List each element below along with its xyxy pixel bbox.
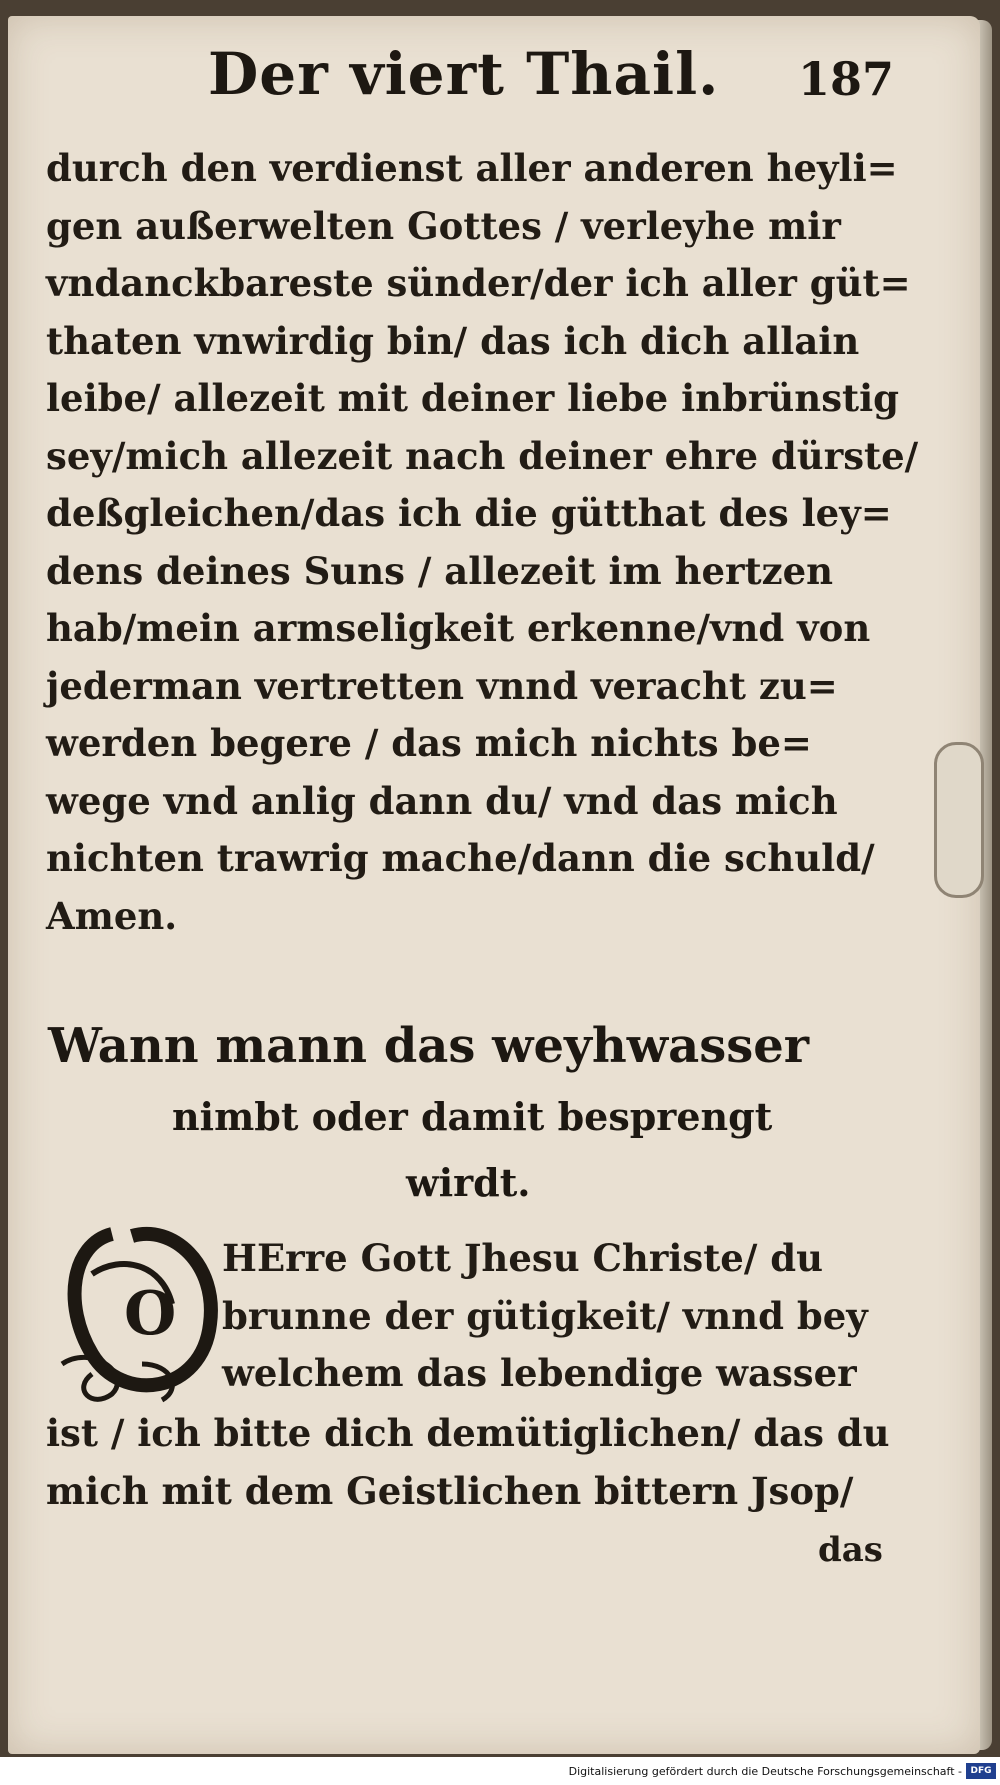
text-line: mich mit dem Geistlichen bittern Jsop/ — [46, 1468, 854, 1513]
text-line: hab/mein armseligkeit erkenne/vnd von — [46, 606, 871, 650]
text-line: sey/mich allezeit nach deiner ehre dürste/ — [46, 433, 919, 478]
initial-letter: O — [124, 1279, 177, 1349]
text-line: brunne der gütigkeit/ vnnd bey — [222, 1293, 868, 1338]
running-title: Der viert Thail. — [208, 40, 720, 108]
prayer-full-text — [46, 1405, 906, 1520]
text-line: ist / ich bitte dich demütiglichen/ das du — [46, 1411, 890, 1455]
text-line: durch den verdienst aller anderen heyli= — [46, 146, 898, 190]
text-line: leibe/ allezeit mit deiner liebe inbrünstig — [46, 376, 900, 420]
text-line: Amen. — [46, 893, 178, 938]
body-text — [46, 140, 919, 945]
section-heading-line-1: Wann mann das weyhwasser — [48, 1018, 810, 1074]
page-number: 187 — [798, 52, 895, 106]
text-line: welchem das lebendige wasser — [222, 1351, 857, 1395]
text-line: HErre Gott Jhesu Christe/ du — [222, 1236, 823, 1280]
catchword: das — [818, 1530, 883, 1570]
footer-bar — [0, 1757, 1000, 1785]
dfg-logo: DFG — [966, 1763, 996, 1779]
text-line: nichten trawrig mache/dann die schuld/ — [46, 836, 875, 880]
text-line: deßgleichen/das ich die gütthat des ley= — [46, 491, 892, 535]
section-heading-line-3: wirdt. — [406, 1160, 531, 1205]
section-heading-line-2: nimbt oder damit besprengt — [172, 1094, 773, 1139]
funding-credit: Digitalisierung gefördert durch die Deutsche Forschungsgemeinschaft - — [568, 1765, 962, 1778]
text-line: vndanckbareste sünder/der ich aller güt= — [46, 261, 911, 305]
prayer-indented-text — [222, 1230, 912, 1403]
text-line: gen außerwelten Gottes / verleyhe mir — [46, 203, 841, 248]
page-tab — [934, 742, 984, 898]
text-line: dens deines Suns / allezeit im hertzen — [46, 548, 834, 593]
text-line: jederman vertretten vnnd veracht zu= — [46, 663, 838, 708]
text-line: werden begere / das mich nichts be= — [46, 721, 812, 765]
text-line: wege vnd anlig dann du/ vnd das mich — [46, 778, 838, 823]
text-line: thaten vnwirdig bin/ das ich dich allain — [46, 318, 860, 363]
decorated-initial-icon — [52, 1214, 220, 1410]
